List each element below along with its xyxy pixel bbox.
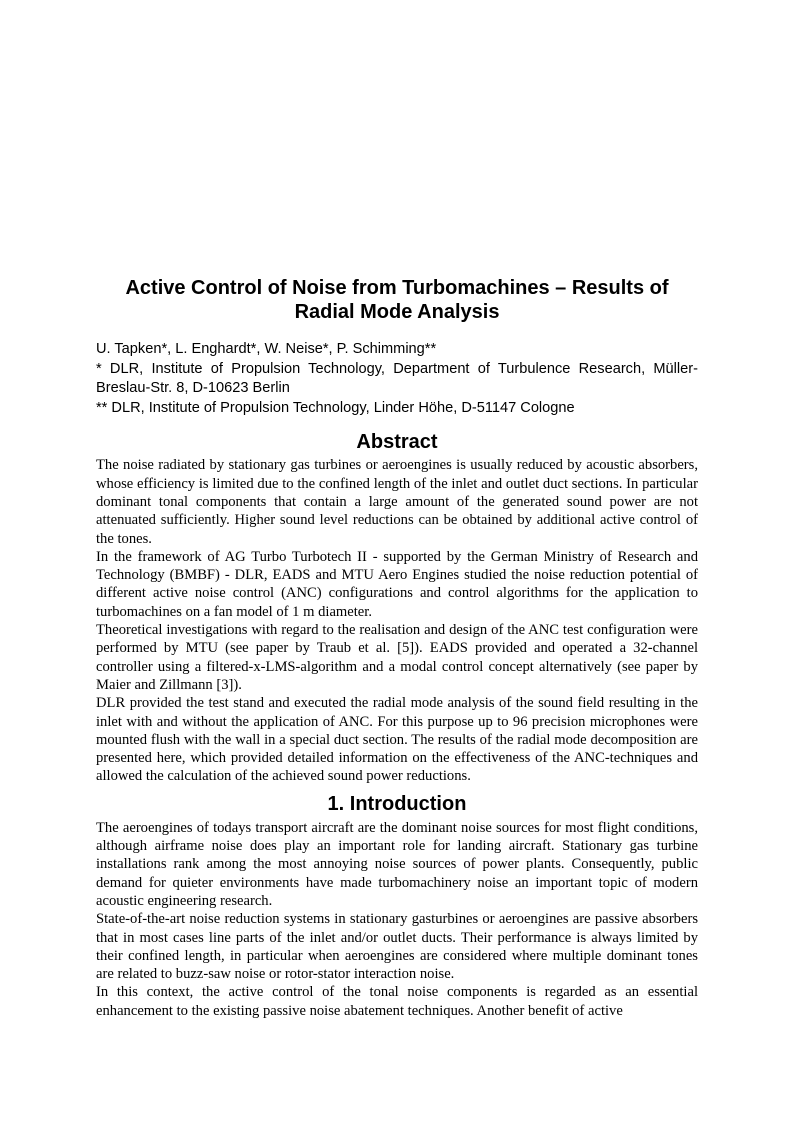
abstract-body bbox=[96, 456, 698, 785]
affiliation-1: * DLR, Institute of Propulsion Technology, Department of Turbulence Research, Müller-Breslau-Str. 8, D-10623 Berlin bbox=[96, 360, 698, 397]
abstract-paragraph: In the framework of AG Turbo Turbotech II - supported by the German Ministry of Research and Technology (BMBF) - DLR, EADS and MTU Aero Engines studied the noise reduction potential of different active noise control (ANC) configurations and control algorithms for the application to turbomachines on a fan model of 1 m diameter. bbox=[96, 548, 698, 620]
paper-title bbox=[96, 276, 698, 324]
abstract-heading: Abstract bbox=[356, 431, 438, 454]
introduction-paragraph: State-of-the-art noise reduction systems in stationary gasturbines or aeroengines are passive absorbers that in most cases line parts of the inlet and/or outlet ducts. Their performance is always limited by their confined length, in particular when aeroengines are considered where multiple dominant tones are related to buzz-saw noise or rotor-stator interaction noise. bbox=[96, 911, 698, 983]
introduction-body bbox=[96, 819, 698, 1020]
introduction-paragraph: The aeroengines of todays transport aircraft are the dominant noise sources for most flight conditions, although airframe noise does play an important role for landing aircraft. Stationary gas turbine installations rank among the most annoying noise sources of power plants. Consequently, public demand for quieter environments have made turbomachinery noise an important topic of modern acoustic engineering research. bbox=[96, 819, 698, 909]
paper-title-line-1: Active Control of Noise from Turbomachines – Results of bbox=[125, 277, 669, 299]
paper-page bbox=[96, 276, 698, 1020]
abstract-paragraph: DLR provided the test stand and executed the radial mode analysis of the sound field resulting in the inlet with and without the application of ANC. For this purpose up to 96 precision microphones were mounted flush with the wall in a special duct section. The results of the radial mode decomposition are presented here, which provided detailed information on the effectiveness of the ANC-techniques and allowed the calculation of the achieved sound power reductions. bbox=[96, 695, 698, 785]
author-block bbox=[96, 340, 698, 418]
abstract-paragraph: Theoretical investigations with regard to the realisation and design of the ANC test configuration were performed by MTU (see paper by Traub et al. [5]). EADS provided and operated a 32-channel controller using a filtered-x-LMS-algorithm and a modal control concept alternatively (see paper by Maier and Zillmann [3]). bbox=[96, 622, 698, 693]
paper-title-line-2: Radial Mode Analysis bbox=[294, 301, 500, 323]
author-list: U. Tapken*, L. Enghardt*, W. Neise*, P. Schimming** bbox=[96, 341, 437, 357]
introduction-heading: 1. Introduction bbox=[327, 792, 467, 815]
introduction-paragraph: In this context, the active control of the tonal noise components is regarded as an essential enhancement to the existing passive noise abatement techniques. Another benefit of active bbox=[96, 984, 698, 1019]
affiliation-2: ** DLR, Institute of Propulsion Technology, Linder Höhe, D-51147 Cologne bbox=[96, 399, 575, 416]
abstract-paragraph: The noise radiated by stationary gas turbines or aeroengines is usually reduced by acoustic absorbers, whose efficiency is limited due to the confined length of the inlet and outlet duct sections. In particular dominant tonal components that contain a large amount of the generated sound power are not attenuated sufficiently. Higher sound level reductions can be obtained by additional active control of the tones. bbox=[96, 457, 698, 547]
